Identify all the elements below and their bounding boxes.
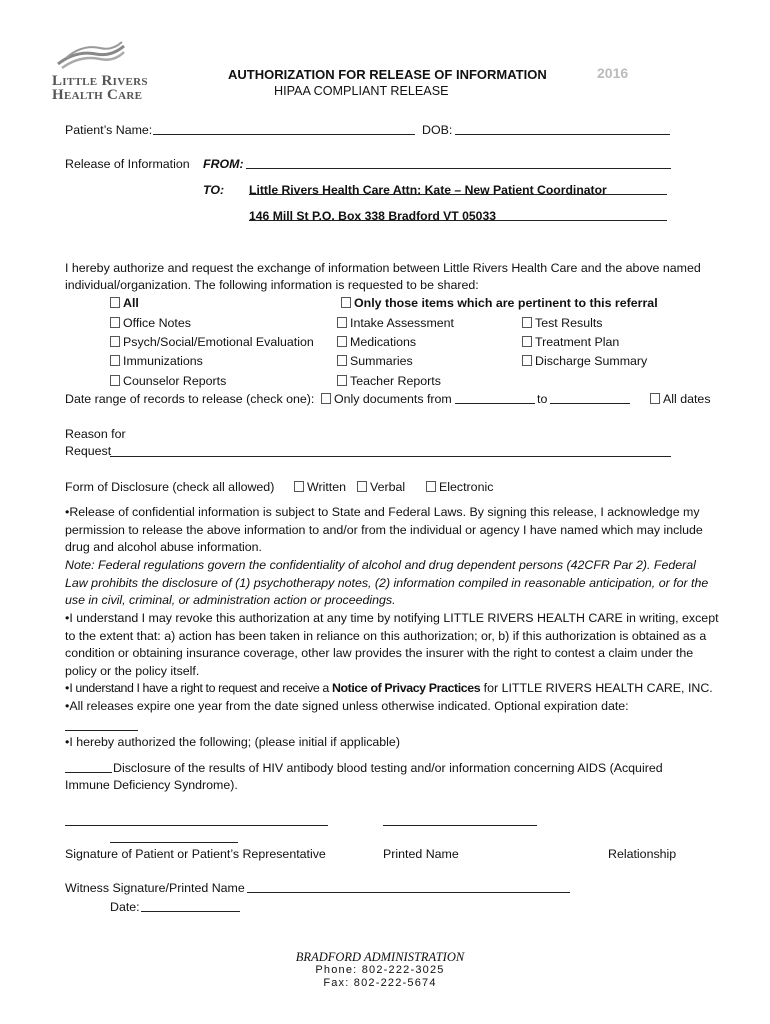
printed-name-field[interactable] [383,825,537,826]
checkbox-all-label: All [123,296,139,310]
checkbox-icon[interactable] [337,317,347,328]
checkbox-counselor[interactable] [110,373,226,389]
checkbox-all[interactable] [110,295,139,311]
item-label: Treatment Plan [535,335,620,349]
relationship-label: Relationship [608,847,677,861]
footer-fax: Fax: 802-222-5674 [323,977,437,989]
checkbox-pertinent-label: Only those items which are pertinent to this referral [354,296,658,310]
logo-line1: Little Rivers [52,73,148,89]
checkbox-icon[interactable] [321,393,331,404]
date-to-field[interactable] [550,403,630,404]
authorize-line1: I hereby authorize and request the exchange of information between Little Rivers Health Care and the above named [65,261,701,275]
checkbox-only-docs[interactable] [321,391,452,407]
to-address-line2-underline [249,220,667,221]
dob-label: DOB: [422,123,453,137]
checkbox-icon[interactable] [357,481,367,492]
printed-name-label: Printed Name [383,847,459,861]
form-subtitle: HIPAA COMPLIANT RELEASE [274,84,449,98]
reason-label-line2: Request [65,444,112,458]
checkbox-icon[interactable] [110,375,120,386]
logo-waves-icon [56,40,126,70]
date-range-label: Date range of records to release (check one): [65,392,315,406]
expire-text: All releases expire one year from the date signed unless otherwise indicated. Optional expiration date: [69,699,629,713]
reason-field[interactable] [110,456,671,457]
electronic-label: Electronic [439,480,494,494]
logo-line2: Health Care [52,87,143,103]
item-label: Office Notes [123,316,191,330]
checkbox-all-dates[interactable] [650,391,711,407]
release-text: Release of confidential information is subject to State and Federal Laws. By signing this release, I acknowledge my permission to release the above information to and/or from the individual or agency I have named which may include drug and alcohol abuse information. [65,505,703,555]
form-title: AUTHORIZATION FOR RELEASE OF INFORMATION [228,67,547,82]
checkbox-icon[interactable] [110,297,120,308]
footer-admin: BRADFORD ADMINISTRATION [295,950,465,964]
patient-name-field[interactable] [153,134,415,135]
disclosure-label: Form of Disclosure (check all allowed) [65,480,275,494]
item-label: Counselor Reports [123,374,227,388]
item-label: Medications [350,335,417,349]
privacy-paragraph [65,680,721,698]
checkbox-intake[interactable] [337,315,454,331]
checkbox-psych[interactable] [110,334,314,350]
privacy-text-pre: I understand I have a right to request and receive a [69,681,332,695]
checkbox-icon[interactable] [341,297,351,308]
signature-date-field[interactable] [110,842,238,843]
witness-label: Witness Signature/Printed Name [65,881,245,895]
checkbox-test-results[interactable] [522,315,602,331]
verbal-label: Verbal [370,480,406,494]
hiv-line2: Immune Deficiency Syndrome). [65,778,238,792]
checkbox-icon[interactable] [522,336,532,347]
checkbox-icon[interactable] [522,355,532,366]
date-from-field[interactable] [455,403,535,404]
revoke-paragraph [65,610,721,680]
checkbox-electronic[interactable] [426,479,493,495]
witness-field[interactable] [247,892,570,893]
expiration-date-field[interactable] [65,730,138,731]
checkbox-icon[interactable] [426,481,436,492]
dob-field[interactable] [455,134,670,135]
checkbox-medications[interactable] [337,334,416,350]
footer-phone: Phone: 802-222-3025 [315,964,445,976]
hiv-initial-field[interactable] [65,772,112,773]
to-address-line1-underline [249,194,667,195]
authorize-following-text: I hereby authorized the following; (please initial if applicable) [69,735,400,749]
reason-label-line1: Reason for [65,427,126,441]
checkbox-icon[interactable] [110,317,120,328]
checkbox-verbal[interactable] [357,479,405,495]
checkbox-office-notes[interactable] [110,315,191,331]
checkbox-discharge[interactable] [522,353,647,369]
checkbox-icon[interactable] [650,393,660,404]
item-label: Teacher Reports [350,374,441,388]
form-year: 2016 [597,65,629,81]
checkbox-icon[interactable] [337,355,347,366]
checkbox-pertinent[interactable] [341,295,658,311]
checkbox-immunizations[interactable] [110,353,203,369]
signature-label: Signature of Patient or Patient’s Representative [65,847,326,861]
date-to-word: to [537,392,548,406]
to-address-line2: 146 Mill St P.O. Box 338 Bradford VT 05033 [249,209,497,223]
checkbox-treatment[interactable] [522,334,619,350]
signature-field[interactable] [65,825,328,826]
to-address-line1: Little Rivers Health Care Attn: Kate – New Patient Coordinator [249,183,607,197]
authorize-following-paragraph [65,734,721,752]
witness-date-field[interactable] [141,911,240,912]
from-field[interactable] [246,168,671,169]
checkbox-icon[interactable] [522,317,532,328]
item-label: Summaries [350,354,413,368]
patient-name-label: Patient’s Name: [65,123,153,137]
written-label: Written [307,480,347,494]
checkbox-icon[interactable] [337,375,347,386]
logo [50,40,160,102]
item-label: Test Results [535,316,603,330]
item-label: Psych/Social/Emotional Evaluation [123,335,314,349]
federal-note: Note: Federal regulations govern the confidentiality of alcohol and drug dependent persons (42CFR Par 2). Federal Law prohibits the disclosure of (1) psychotherapy notes, (2) information compiled in reasonable anticipation, or for the use in civil, criminal, or administration action or proceedings. [65,558,709,608]
checkbox-icon[interactable] [110,355,120,366]
hiv-line1: Disclosure of the results of HIV antibody blood testing and/or information concerning AIDS (Acquired [113,761,663,775]
to-label: TO: [203,183,225,197]
all-dates-label: All dates [663,392,711,406]
privacy-notice-text: Notice of Privacy Practices [331,681,481,695]
item-label: Immunizations [123,354,203,368]
release-label: Release of Information [65,157,190,171]
checkbox-icon[interactable] [294,481,304,492]
date-label: Date: [110,900,140,914]
from-label: FROM: [203,157,244,171]
privacy-text-post: for LITTLE RIVERS HEALTH CARE, INC. [480,681,713,695]
checkbox-summaries[interactable] [337,353,413,369]
revoke-text: I understand I may revoke this authorization at any time by notifying LITTLE RIVERS HEALTH CARE in writing, except to the extent that: a) action has been taken in reliance on this authorization; or, b) if this authorization is obtained as a condition or obtaining insurance coverage, other law provides the insurer with the right to contest a claim under the policy or the policy itself. [65,611,719,678]
item-label: Discharge Summary [535,354,648,368]
checkbox-icon[interactable] [337,336,347,347]
checkbox-icon[interactable] [110,336,120,347]
only-docs-label: Only documents from [334,392,452,406]
item-label: Intake Assessment [350,316,454,330]
authorize-line2: individual/organization. The following information is requested to be shared: [65,278,479,292]
checkbox-teacher[interactable] [337,373,441,389]
release-paragraph [65,504,721,557]
checkbox-written[interactable] [294,479,346,495]
expire-paragraph [65,698,721,716]
